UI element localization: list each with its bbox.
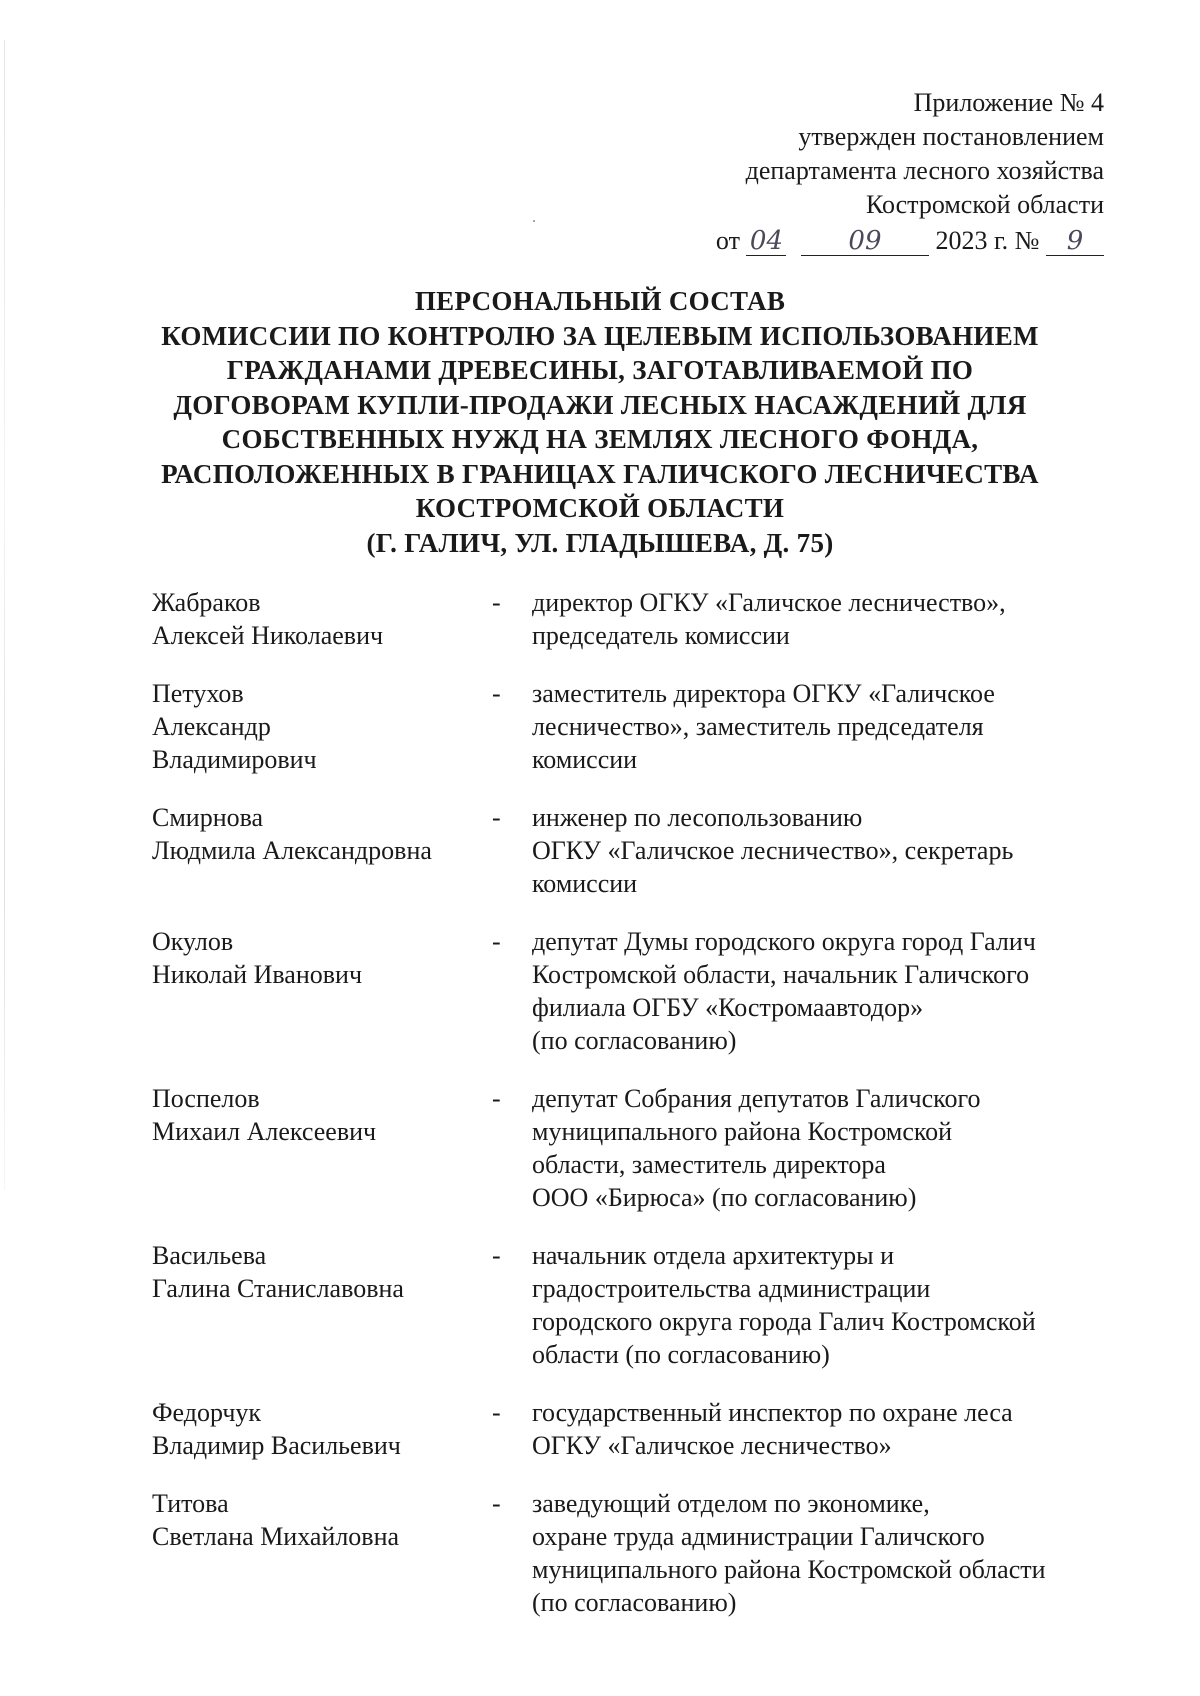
member-role-line: (по согласованию) xyxy=(532,1588,737,1617)
member-role-line: ОГКУ «Галичское лесничество», секретарь xyxy=(532,836,1014,865)
member-name xyxy=(152,801,492,867)
member-role-line: депутат Думы городского округа город Галич xyxy=(532,927,1036,956)
document-title xyxy=(0,284,1200,560)
member-name xyxy=(152,677,492,776)
member-dash: - xyxy=(492,803,501,832)
member-dash: - xyxy=(492,679,501,708)
approval-date-line xyxy=(716,224,1104,258)
member-given-names: Владимирович xyxy=(152,745,317,774)
scan-edge-artifact xyxy=(4,40,5,1190)
date-prefix: от xyxy=(715,226,740,255)
member-name xyxy=(152,1082,492,1148)
member-role xyxy=(532,801,1112,900)
approval-line: департамента лесного хозяйства xyxy=(745,156,1104,185)
member-role-line: комиссии xyxy=(532,745,638,774)
member-role xyxy=(532,1239,1112,1371)
member-surname: Поспелов xyxy=(152,1084,260,1113)
member-surname: Петухов xyxy=(152,679,244,708)
member-role-line: государственный инспектор по охране леса xyxy=(532,1398,1013,1427)
members-list xyxy=(152,586,1112,1644)
member-surname: Васильева xyxy=(152,1241,267,1270)
member-role-line: инженер по лесопользованию xyxy=(532,803,863,832)
member-role xyxy=(532,1487,1112,1619)
member-role-line: области (по согласованию) xyxy=(532,1340,830,1369)
member-surname: Титова xyxy=(152,1489,229,1518)
member-given-names: Алексей Николаевич xyxy=(152,621,384,650)
member-role-line: заместитель директора ОГКУ «Галичское xyxy=(532,679,995,708)
member-name xyxy=(152,1396,492,1462)
member-name xyxy=(152,1487,492,1553)
member-role-line: заведующий отделом по экономике, xyxy=(532,1489,930,1518)
member-role xyxy=(532,925,1112,1057)
handwritten-day: 04 xyxy=(746,227,786,256)
member-dash: - xyxy=(492,1398,501,1427)
member-dash: - xyxy=(492,927,501,956)
approval-block xyxy=(716,86,1104,258)
member-role-line: (по согласованию) xyxy=(532,1026,737,1055)
title-line: РАСПОЛОЖЕННЫХ В ГРАНИЦАХ ГАЛИЧСКОГО ЛЕСНИЧЕСТВА xyxy=(161,458,1039,489)
member-role-line: начальник отдела архитектуры и xyxy=(532,1241,895,1270)
member-role-line: ОГКУ «Галичское лесничество» xyxy=(532,1431,892,1460)
member-role-line: охране труда администрации Галичского xyxy=(532,1522,985,1551)
member-role-line: филиала ОГБУ «Костромаавтодор» xyxy=(532,993,924,1022)
member-entry xyxy=(152,1487,1112,1619)
member-given-names: Николай Иванович xyxy=(152,960,363,989)
approval-line: Приложение № 4 xyxy=(913,88,1104,117)
title-line: КОСТРОМСКОЙ ОБЛАСТИ xyxy=(415,493,785,523)
member-dash: - xyxy=(492,1489,501,1518)
member-given-names: Светлана Михайловна xyxy=(152,1522,400,1551)
member-dash: - xyxy=(492,1084,501,1113)
member-entry xyxy=(152,677,1112,776)
handwritten-month: 09 xyxy=(801,227,929,256)
title-line: СОБСТВЕННЫХ НУЖД НА ЗЕМЛЯХ ЛЕСНОГО ФОНДА, xyxy=(221,424,979,454)
handwritten-number: 9 xyxy=(1046,227,1104,256)
member-role-line: градостроительства администрации xyxy=(532,1274,931,1303)
member-name xyxy=(152,925,492,991)
member-role-line: муниципального района Костромской области xyxy=(532,1555,1046,1584)
member-entry xyxy=(152,925,1112,1057)
member-entry xyxy=(152,586,1112,652)
member-surname: Федорчук xyxy=(152,1398,262,1427)
title-line: (Г. ГАЛИЧ, УЛ. ГЛАДЫШЕВА, Д. 75) xyxy=(366,527,834,558)
member-role-line: Костромской области, начальник Галичского xyxy=(532,960,1030,989)
member-surname: Окулов xyxy=(152,927,234,956)
member-name xyxy=(152,586,492,652)
member-dash: - xyxy=(492,1241,501,1270)
member-surname: Смирнова xyxy=(152,803,264,832)
member-role-line: комиссии xyxy=(532,869,638,898)
member-role-line: депутат Собрания депутатов Галичского xyxy=(532,1084,981,1113)
member-role-line: муниципального района Костромской xyxy=(532,1117,953,1146)
approval-line: утвержден постановлением xyxy=(798,122,1104,151)
member-role xyxy=(532,586,1112,652)
member-given-names: Людмила Александровна xyxy=(152,836,432,865)
member-given-names: Владимир Васильевич xyxy=(152,1431,401,1460)
title-line: ДОГОВОРАМ КУПЛИ-ПРОДАЖИ ЛЕСНЫХ НАСАЖДЕНИЙ ДЛЯ xyxy=(173,389,1027,420)
approval-line: Костромской области xyxy=(865,190,1104,219)
member-role-line: городского округа города Галич Костромской xyxy=(532,1307,1036,1336)
member-entry xyxy=(152,801,1112,900)
member-role-line: председатель комиссии xyxy=(532,621,790,650)
member-role-line: директор ОГКУ «Галичское лесничество», xyxy=(532,588,1006,617)
scan-dot-artifact xyxy=(533,220,535,222)
member-dash: - xyxy=(492,588,501,617)
title-line: ГРАЖДАНАМИ ДРЕВЕСИНЫ, ЗАГОТАВЛИВАЕМОЙ ПО xyxy=(226,355,974,385)
title-line: ПЕРСОНАЛЬНЫЙ СОСТАВ xyxy=(414,286,786,316)
title-line: КОМИССИИ ПО КОНТРОЛЮ ЗА ЦЕЛЕВЫМ ИСПОЛЬЗОВАНИЕМ xyxy=(161,320,1039,351)
member-entry xyxy=(152,1082,1112,1214)
member-given-names: Михаил Алексеевич xyxy=(152,1117,377,1146)
member-role xyxy=(532,677,1112,776)
member-name xyxy=(152,1239,492,1305)
member-role-line: лесничество», заместитель председателя xyxy=(532,712,984,741)
member-role xyxy=(532,1396,1112,1462)
member-role xyxy=(532,1082,1112,1214)
member-entry xyxy=(152,1396,1112,1462)
member-entry xyxy=(152,1239,1112,1371)
member-role-line: ООО «Бирюса» (по согласованию) xyxy=(532,1183,917,1212)
member-surname: Жабраков xyxy=(152,588,261,617)
member-given-names: Александр xyxy=(152,712,271,741)
member-given-names: Галина Станиславовна xyxy=(152,1274,404,1303)
year-and-number-label: 2023 г. № xyxy=(935,226,1040,255)
member-role-line: области, заместитель директора xyxy=(532,1150,886,1179)
